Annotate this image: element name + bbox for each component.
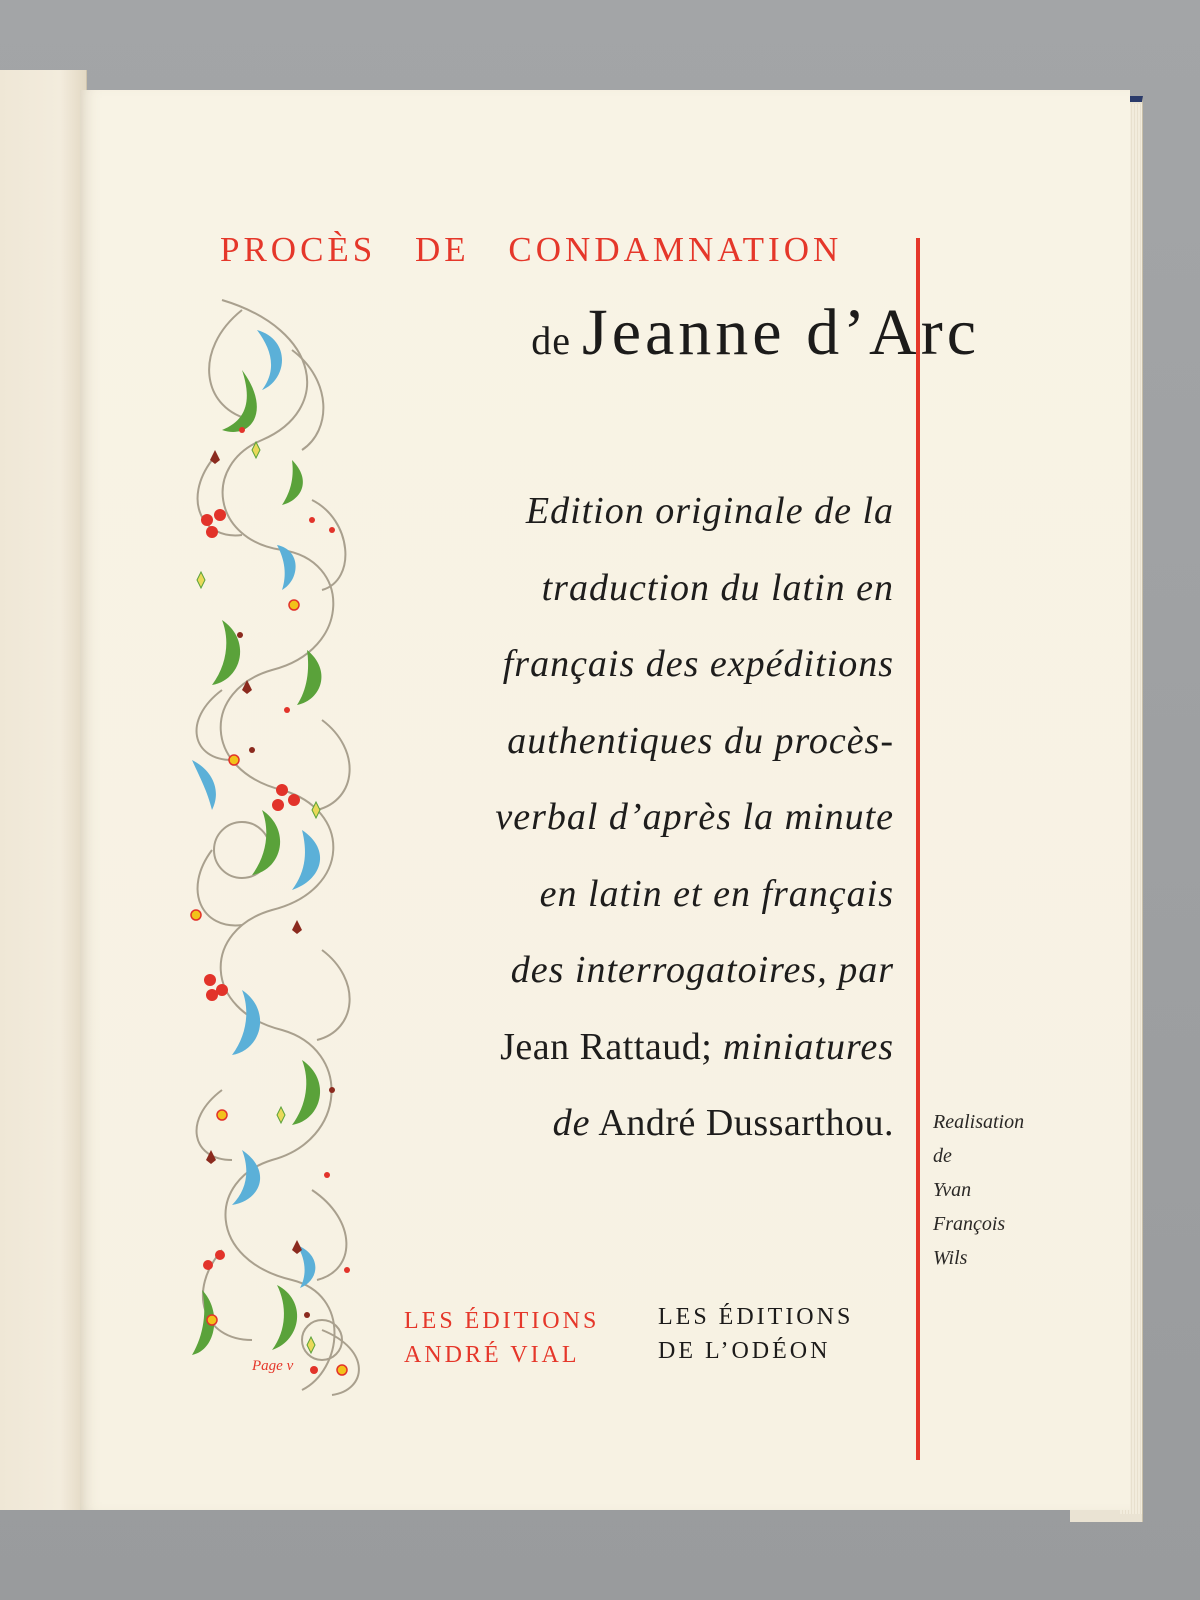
floral-border-illustration [182,290,382,1400]
title-line-1: PROCÈS DE CONDAMNATION [220,230,843,269]
credit-line: Wils [933,1247,968,1269]
credit-line: Yvan [933,1179,972,1201]
left-page-edge [0,70,87,1510]
author-line [495,1009,894,1086]
description-line: en latin et en français [539,872,894,915]
author-name: Jean Rattaud; [500,1025,713,1068]
illustrator-name: André Dussarthou. [590,1102,894,1144]
publisher-line: DE L’ODÉON [658,1338,831,1364]
publisher-line: LES ÉDITIONS [404,1308,600,1334]
credit-line: Realisation [933,1111,1025,1133]
red-double-rule [916,238,920,1460]
description-line: verbal d’après la minute [495,796,894,838]
description-line: traduction du latin en [541,566,894,609]
publisher-odeon [658,1300,853,1368]
description-line: français des expéditions [502,643,894,685]
title-prefix: de [531,318,572,363]
publisher-line: LES ÉDITIONS [658,1304,854,1330]
description-line: authentiques du procès- [507,719,894,762]
author-line-rest: miniatures [712,1025,894,1068]
page-number: Page v [252,1358,294,1374]
illustrator-line [495,1085,894,1162]
description-line: Edition originale de la [525,490,894,532]
credit-line: de [933,1145,952,1167]
title-main: Jeanne d’Arc [582,296,980,369]
title-page [80,90,1130,1510]
title-line-2 [531,295,980,371]
description-line: des interrogatoires, par [510,949,894,991]
illustrator-prefix: de [552,1102,591,1144]
realisation-credit [933,1105,1024,1275]
publisher-andre-vial [404,1304,599,1372]
publisher-line: ANDRÉ VIAL [404,1342,580,1368]
credit-line: François [933,1213,1006,1235]
description-block [495,473,894,1162]
